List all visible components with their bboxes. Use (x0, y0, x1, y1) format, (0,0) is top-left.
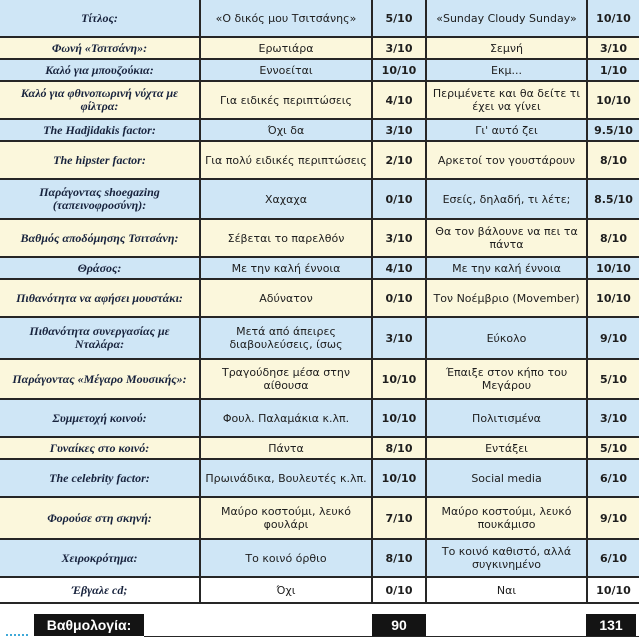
artist-b-score: 1/10 (586, 60, 639, 82)
criterion-label: Πιθανότητα συνεργασίας με Νταλάρα: (0, 318, 201, 360)
artist-a-value: Σέβεται το παρελθόν (201, 220, 371, 258)
artist-b-value: Εκμ... (427, 60, 586, 82)
artist-b-value: Με την καλή έννοια (427, 258, 586, 280)
artist-b-score: 5/10 (586, 438, 639, 460)
table-row (0, 578, 639, 604)
table-row (0, 280, 639, 318)
table-row (0, 0, 639, 38)
artist-a-score: 3/10 (371, 38, 427, 60)
artist-b-score: 10/10 (586, 280, 639, 318)
artist-b-score: 8/10 (586, 220, 639, 258)
artist-a-value: Όχι δα (201, 120, 371, 142)
table-row (0, 120, 639, 142)
artist-b-score: 6/10 (586, 540, 639, 578)
artist-a-score: 0/10 (371, 578, 427, 604)
artist-a-score: 8/10 (371, 438, 427, 460)
table-row (0, 38, 639, 60)
criterion-label: Συμμετοχή κοινού: (0, 400, 201, 438)
table-row (0, 318, 639, 360)
artist-b-value: Περιμένετε και θα δείτε τι έχει να γίνει (427, 82, 586, 120)
criterion-label: Παράγοντας «Μέγαρο Μουσικής»: (0, 360, 201, 400)
table-row (0, 400, 639, 438)
criterion-label: Θράσος: (0, 258, 201, 280)
table-row (0, 460, 639, 498)
artist-b-score: 6/10 (586, 460, 639, 498)
artist-b-score: 9.5/10 (586, 120, 639, 142)
artist-b-value: Το κοινό καθιστό, αλλά συγκινημένο (427, 540, 586, 578)
artist-b-score: 10/10 (586, 578, 639, 604)
artist-a-value: Πάντα (201, 438, 371, 460)
artist-b-score: 9/10 (586, 318, 639, 360)
total-score-b: 131 (586, 614, 636, 636)
criterion-label: Καλό για μπουζούκια: (0, 60, 201, 82)
artist-a-score: 10/10 (371, 460, 427, 498)
artist-b-score: 9/10 (586, 498, 639, 540)
artist-a-score: 0/10 (371, 280, 427, 318)
table-row (0, 142, 639, 180)
artist-b-value: Social media (427, 460, 586, 498)
artist-a-score: 4/10 (371, 258, 427, 280)
artist-b-score: 10/10 (586, 258, 639, 280)
artist-a-value: Αδύνατον (201, 280, 371, 318)
artist-b-value: Θα τον βάλουνε να πει τα πάντα (427, 220, 586, 258)
criterion-label: The Hadjidakis factor: (0, 120, 201, 142)
artist-a-value: Για πολύ ειδικές περιπτώσεις (201, 142, 371, 180)
criterion-label: Χειροκρότημα: (0, 540, 201, 578)
table-row (0, 82, 639, 120)
artist-a-value: Τραγούδησε μέσα στην αίθουσα (201, 360, 371, 400)
criterion-label: Φωνή «Τσιτσάνη»: (0, 38, 201, 60)
artist-a-score: 8/10 (371, 540, 427, 578)
artist-b-value: Σεμνή (427, 38, 586, 60)
artist-b-value: Εσείς, δηλαδή, τι λέτε; (427, 180, 586, 220)
artist-a-value: Για ειδικές περιπτώσεις (201, 82, 371, 120)
table-row (0, 60, 639, 82)
artist-a-score: 5/10 (371, 0, 427, 38)
artist-b-score: 3/10 (586, 38, 639, 60)
criterion-label: Φορούσε στη σκηνή: (0, 498, 201, 540)
criterion-label: Έβγαλε cd; (0, 578, 201, 604)
criterion-label: Παράγοντας shoegazing (ταπεινοφροσύνη): (0, 180, 201, 220)
artist-a-value: Μετά από άπειρες διαβουλεύσεις, ίσως (201, 318, 371, 360)
artist-a-score: 4/10 (371, 82, 427, 120)
total-score-a: 90 (372, 614, 426, 636)
artist-b-value: Γι' αυτό ζει (427, 120, 586, 142)
artist-a-value: Εννοείται (201, 60, 371, 82)
artist-b-value: Πολιτισμένα (427, 400, 586, 438)
artist-b-value: Αρκετοί τον γουστάρουν (427, 142, 586, 180)
table-row (0, 438, 639, 460)
artist-a-value: «Ο δικός μου Τσιτσάνης» (201, 0, 371, 38)
artist-a-score: 10/10 (371, 360, 427, 400)
criterion-label: Γυναίκες στο κοινό: (0, 438, 201, 460)
artist-a-score: 10/10 (371, 60, 427, 82)
artist-a-score: 3/10 (371, 318, 427, 360)
criterion-label: The hipster factor: (0, 142, 201, 180)
artist-a-score: 0/10 (371, 180, 427, 220)
artist-a-score: 3/10 (371, 220, 427, 258)
table-row (0, 180, 639, 220)
artist-a-value: Το κοινό όρθιο (201, 540, 371, 578)
artist-b-value: Εντάξει (427, 438, 586, 460)
table-row (0, 498, 639, 540)
artist-b-value: Μαύρο κοστούμι, λευκό πουκάμισο (427, 498, 586, 540)
artist-b-value: «Sunday Cloudy Sunday» (427, 0, 586, 38)
artist-b-score: 3/10 (586, 400, 639, 438)
artist-a-value: Όχι (201, 578, 371, 604)
artist-a-value: Φουλ. Παλαμάκια κ.λπ. (201, 400, 371, 438)
artist-b-value: Εύκολο (427, 318, 586, 360)
dotted-accent (6, 634, 28, 636)
artist-b-value: Ναι (427, 578, 586, 604)
criterion-label: Πιθανότητα να αφήσει μουστάκι: (0, 280, 201, 318)
criterion-label: Βαθμός αποδόμησης Τσιτσάνη: (0, 220, 201, 258)
artist-b-score: 5/10 (586, 360, 639, 400)
footer-rule (144, 636, 639, 637)
artist-a-score: 3/10 (371, 120, 427, 142)
artist-a-value: Πρωινάδικα, Βουλευτές κ.λπ. (201, 460, 371, 498)
artist-b-score: 10/10 (586, 0, 639, 38)
artist-a-value: Με την καλή έννοια (201, 258, 371, 280)
artist-b-value: Τον Νοέμβριο (Movember) (427, 280, 586, 318)
artist-a-score: 10/10 (371, 400, 427, 438)
artist-a-value: Ερωτιάρα (201, 38, 371, 60)
artist-a-score: 2/10 (371, 142, 427, 180)
artist-a-value: Μαύρο κοστούμι, λευκό φουλάρι (201, 498, 371, 540)
criterion-label: Καλό για φθινοπωρινή νύχτα με φίλτρα: (0, 82, 201, 120)
artist-a-score: 7/10 (371, 498, 427, 540)
table-row (0, 220, 639, 258)
table-row (0, 360, 639, 400)
artist-b-score: 8/10 (586, 142, 639, 180)
artist-a-value: Χαχαχα (201, 180, 371, 220)
criterion-label: Τίτλος: (0, 0, 201, 38)
table-row (0, 540, 639, 578)
artist-b-score: 8.5/10 (586, 180, 639, 220)
table-row (0, 258, 639, 280)
artist-b-value: Έπαιξε στον κήπο του Μεγάρου (427, 360, 586, 400)
total-score-label: Βαθμολογία: (34, 614, 144, 636)
criterion-label: The celebrity factor: (0, 460, 201, 498)
score-footer (0, 612, 639, 639)
artist-b-score: 10/10 (586, 82, 639, 120)
